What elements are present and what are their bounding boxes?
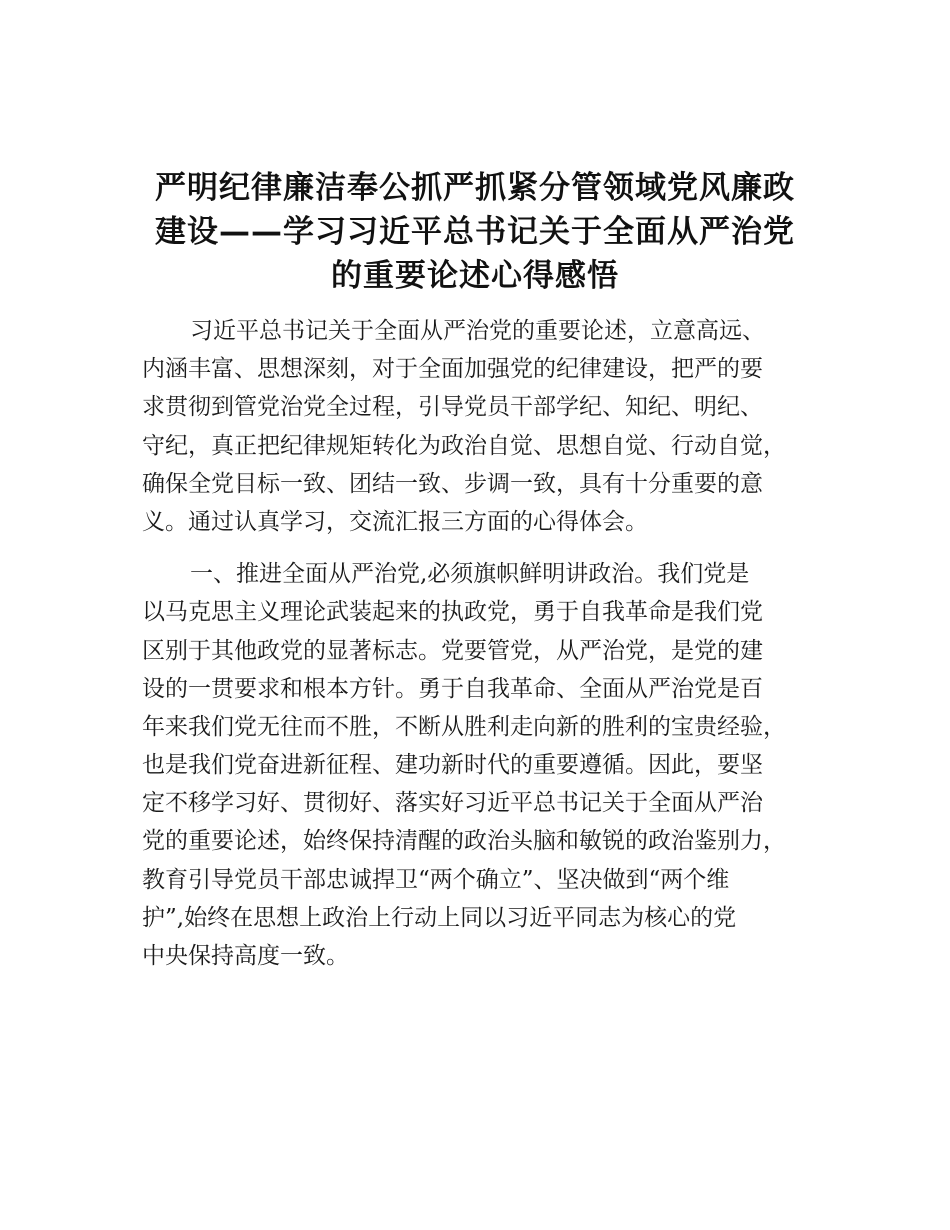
title-line: 建设——学习习近平总书记关于全面从严治党 bbox=[155, 214, 795, 250]
text-line: 义。通过认真学习，交流汇报三方面的心得体会。 bbox=[142, 508, 648, 535]
paragraph-section-one bbox=[142, 555, 822, 975]
document-body bbox=[142, 312, 822, 975]
paragraph-intro bbox=[142, 312, 822, 541]
text-line: 年来我们党无往而不胜，不断从胜利走向新的胜利的宝贵经验， bbox=[142, 713, 786, 740]
text-line: 以马克思主义理论武装起来的执政党，勇于自我革命是我们党 bbox=[142, 599, 763, 626]
text-line: 定不移学习好、贯彻好、落实好习近平总书记关于全面从严治 bbox=[142, 790, 763, 817]
text-line: 护”,始终在思想上政治上行动上同以习近平同志为核心的党 bbox=[142, 904, 737, 931]
text-line: 教育引导党员干部忠诚捍卫“两个确立”、坚决做到“两个维 bbox=[142, 866, 730, 893]
text-line: 求贯彻到管党治党全过程，引导党员干部学纪、知纪、明纪、 bbox=[142, 394, 763, 421]
text-line: 内涵丰富、思想深刻，对于全面加强党的纪律建设，把严的要 bbox=[142, 356, 763, 383]
paragraph-spacer bbox=[142, 541, 822, 555]
text-line: 设的一贯要求和根本方针。勇于自我革命、全面从严治党是百 bbox=[142, 675, 763, 702]
title-line: 的重要论述心得感悟 bbox=[331, 258, 619, 294]
text-line: 守纪，真正把纪律规矩转化为政治自觉、思想自觉、行动自觉， bbox=[142, 432, 786, 459]
text-line: 区别于其他政党的显著标志。党要管党，从严治党，是党的建 bbox=[142, 637, 763, 664]
text-line: 确保全党目标一致、团结一致、步调一致，具有十分重要的意 bbox=[142, 470, 763, 497]
text-line: 也是我们党奋进新征程、建功新时代的重要遵循。因此，要坚 bbox=[142, 752, 763, 779]
text-line: 一、推进全面从严治党,必须旗帜鲜明讲政治。我们党是 bbox=[190, 561, 750, 588]
text-line: 党的重要论述，始终保持清醒的政治头脑和敏锐的政治鉴别力， bbox=[142, 828, 786, 855]
title-line: 严明纪律廉洁奉公抓严抓紧分管领域党风廉政 bbox=[155, 170, 795, 206]
text-line: 中央保持高度一致。 bbox=[142, 943, 349, 969]
text-line: 习近平总书记关于全面从严治党的重要论述，立意高远、 bbox=[190, 318, 765, 344]
document-title bbox=[100, 166, 850, 298]
